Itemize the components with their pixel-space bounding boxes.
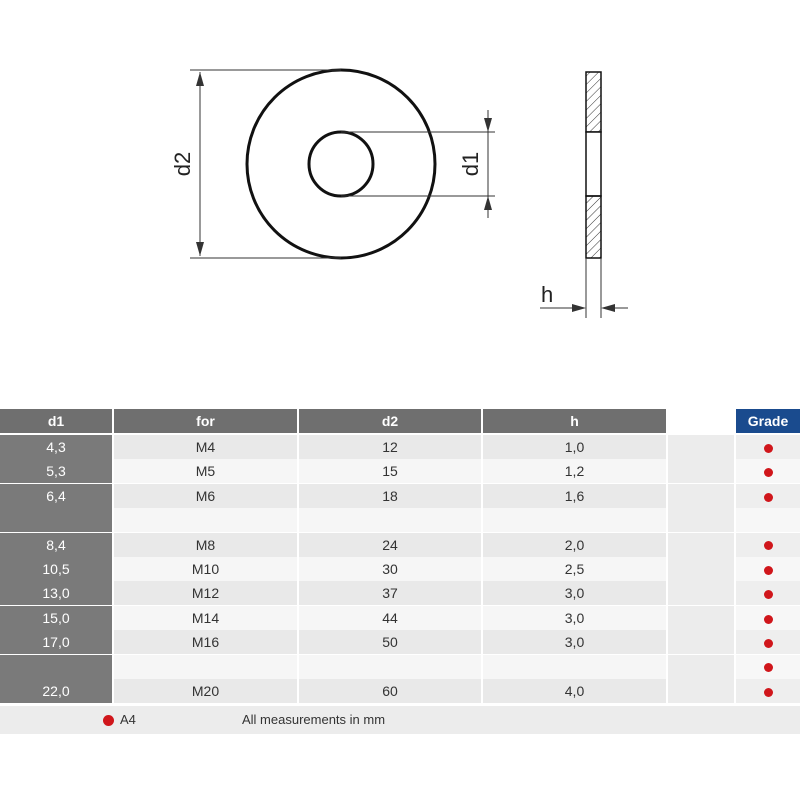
cell-d2 <box>299 508 481 532</box>
header-d1: d1 <box>0 409 112 433</box>
cell-d1: 15,0 <box>0 606 112 630</box>
table-row <box>0 630 800 654</box>
table-row <box>0 679 800 703</box>
cell-grade <box>736 508 800 532</box>
cell-d1: 6,4 <box>0 484 112 508</box>
grade-a4-dot-icon <box>764 615 773 624</box>
cell-h: 1,6 <box>483 484 666 508</box>
cell-h: 1,0 <box>483 435 666 459</box>
cell-h: 4,0 <box>483 679 666 703</box>
grade-a4-dot-icon <box>103 715 114 726</box>
row-spacer <box>668 508 734 532</box>
h-label: h <box>541 282 554 307</box>
cell-d2: 15 <box>299 459 481 483</box>
cell-grade <box>736 679 800 703</box>
table-row <box>0 581 800 605</box>
washer-front-view <box>247 70 435 258</box>
table-header-row <box>0 409 800 433</box>
grade-a4-dot-icon <box>764 541 773 550</box>
row-spacer <box>668 435 734 459</box>
cell-for: M20 <box>114 679 297 703</box>
header-h: h <box>483 409 666 433</box>
cell-grade <box>736 557 800 581</box>
d2-label: d2 <box>170 151 195 177</box>
table-row <box>0 459 800 483</box>
cell-for: M5 <box>114 459 297 483</box>
row-spacer <box>668 630 734 654</box>
cell-d1: 17,0 <box>0 630 112 654</box>
cell-h: 3,0 <box>483 630 666 654</box>
cell-grade <box>736 655 800 679</box>
table-row <box>0 484 800 508</box>
cell-d1: 22,0 <box>0 679 112 703</box>
row-spacer <box>668 581 734 605</box>
cell-grade <box>736 606 800 630</box>
table-row <box>0 435 800 459</box>
cell-for: M14 <box>114 606 297 630</box>
grade-a4-dot-icon <box>764 688 773 697</box>
cell-grade <box>736 459 800 483</box>
table-row <box>0 508 800 532</box>
legend-label: A4 <box>120 712 136 727</box>
d2-dimension <box>190 70 341 258</box>
grade-a4-dot-icon <box>764 639 773 648</box>
grade-a4-dot-icon <box>764 566 773 575</box>
cell-d2: 44 <box>299 606 481 630</box>
cell-d2: 30 <box>299 557 481 581</box>
cell-for: M10 <box>114 557 297 581</box>
cell-d2: 24 <box>299 533 481 557</box>
cell-h: 1,2 <box>483 459 666 483</box>
table-row <box>0 606 800 630</box>
cell-d2: 12 <box>299 435 481 459</box>
cell-for: M8 <box>114 533 297 557</box>
cell-d1: 10,5 <box>0 557 112 581</box>
cell-for: M4 <box>114 435 297 459</box>
cell-h: 3,0 <box>483 606 666 630</box>
cell-d2: 60 <box>299 679 481 703</box>
cell-d1: 8,4 <box>0 533 112 557</box>
row-spacer <box>668 557 734 581</box>
cell-h: 2,5 <box>483 557 666 581</box>
cell-for: M12 <box>114 581 297 605</box>
cell-d2 <box>299 655 481 679</box>
cell-h <box>483 508 666 532</box>
header-spacer <box>668 409 734 433</box>
cell-d2: 50 <box>299 630 481 654</box>
cell-for: M16 <box>114 630 297 654</box>
cell-for <box>114 508 297 532</box>
table-row <box>0 533 800 557</box>
cell-grade <box>736 484 800 508</box>
grade-a4-dot-icon <box>764 663 773 672</box>
cell-h <box>483 655 666 679</box>
row-spacer <box>668 655 734 679</box>
washer-side-view <box>586 72 601 258</box>
grade-a4-dot-icon <box>764 468 773 477</box>
cell-d1 <box>0 508 112 532</box>
table-footer <box>0 706 800 734</box>
cell-h: 3,0 <box>483 581 666 605</box>
row-spacer <box>668 459 734 483</box>
row-spacer <box>668 606 734 630</box>
row-spacer <box>668 679 734 703</box>
row-spacer <box>668 484 734 508</box>
grade-a4-dot-icon <box>764 590 773 599</box>
cell-d2: 18 <box>299 484 481 508</box>
cell-d1: 13,0 <box>0 581 112 605</box>
cell-h: 2,0 <box>483 533 666 557</box>
cell-grade <box>736 435 800 459</box>
measurement-note: All measurements in mm <box>242 712 386 727</box>
cell-d1 <box>0 655 112 679</box>
table-row <box>0 655 800 679</box>
d1-label: d1 <box>458 151 483 177</box>
grade-a4-dot-icon <box>764 493 773 502</box>
cell-for <box>114 655 297 679</box>
washer-drawing <box>0 0 800 380</box>
row-spacer <box>668 533 734 557</box>
table-row <box>0 557 800 581</box>
header-for: for <box>114 409 297 433</box>
cell-d2: 37 <box>299 581 481 605</box>
cell-d1: 5,3 <box>0 459 112 483</box>
cell-grade <box>736 581 800 605</box>
cell-grade <box>736 533 800 557</box>
grade-a4-dot-icon <box>764 444 773 453</box>
cell-for: M6 <box>114 484 297 508</box>
header-grade: Grade <box>736 409 800 433</box>
cell-d1: 4,3 <box>0 435 112 459</box>
header-d2: d2 <box>299 409 481 433</box>
cell-grade <box>736 630 800 654</box>
